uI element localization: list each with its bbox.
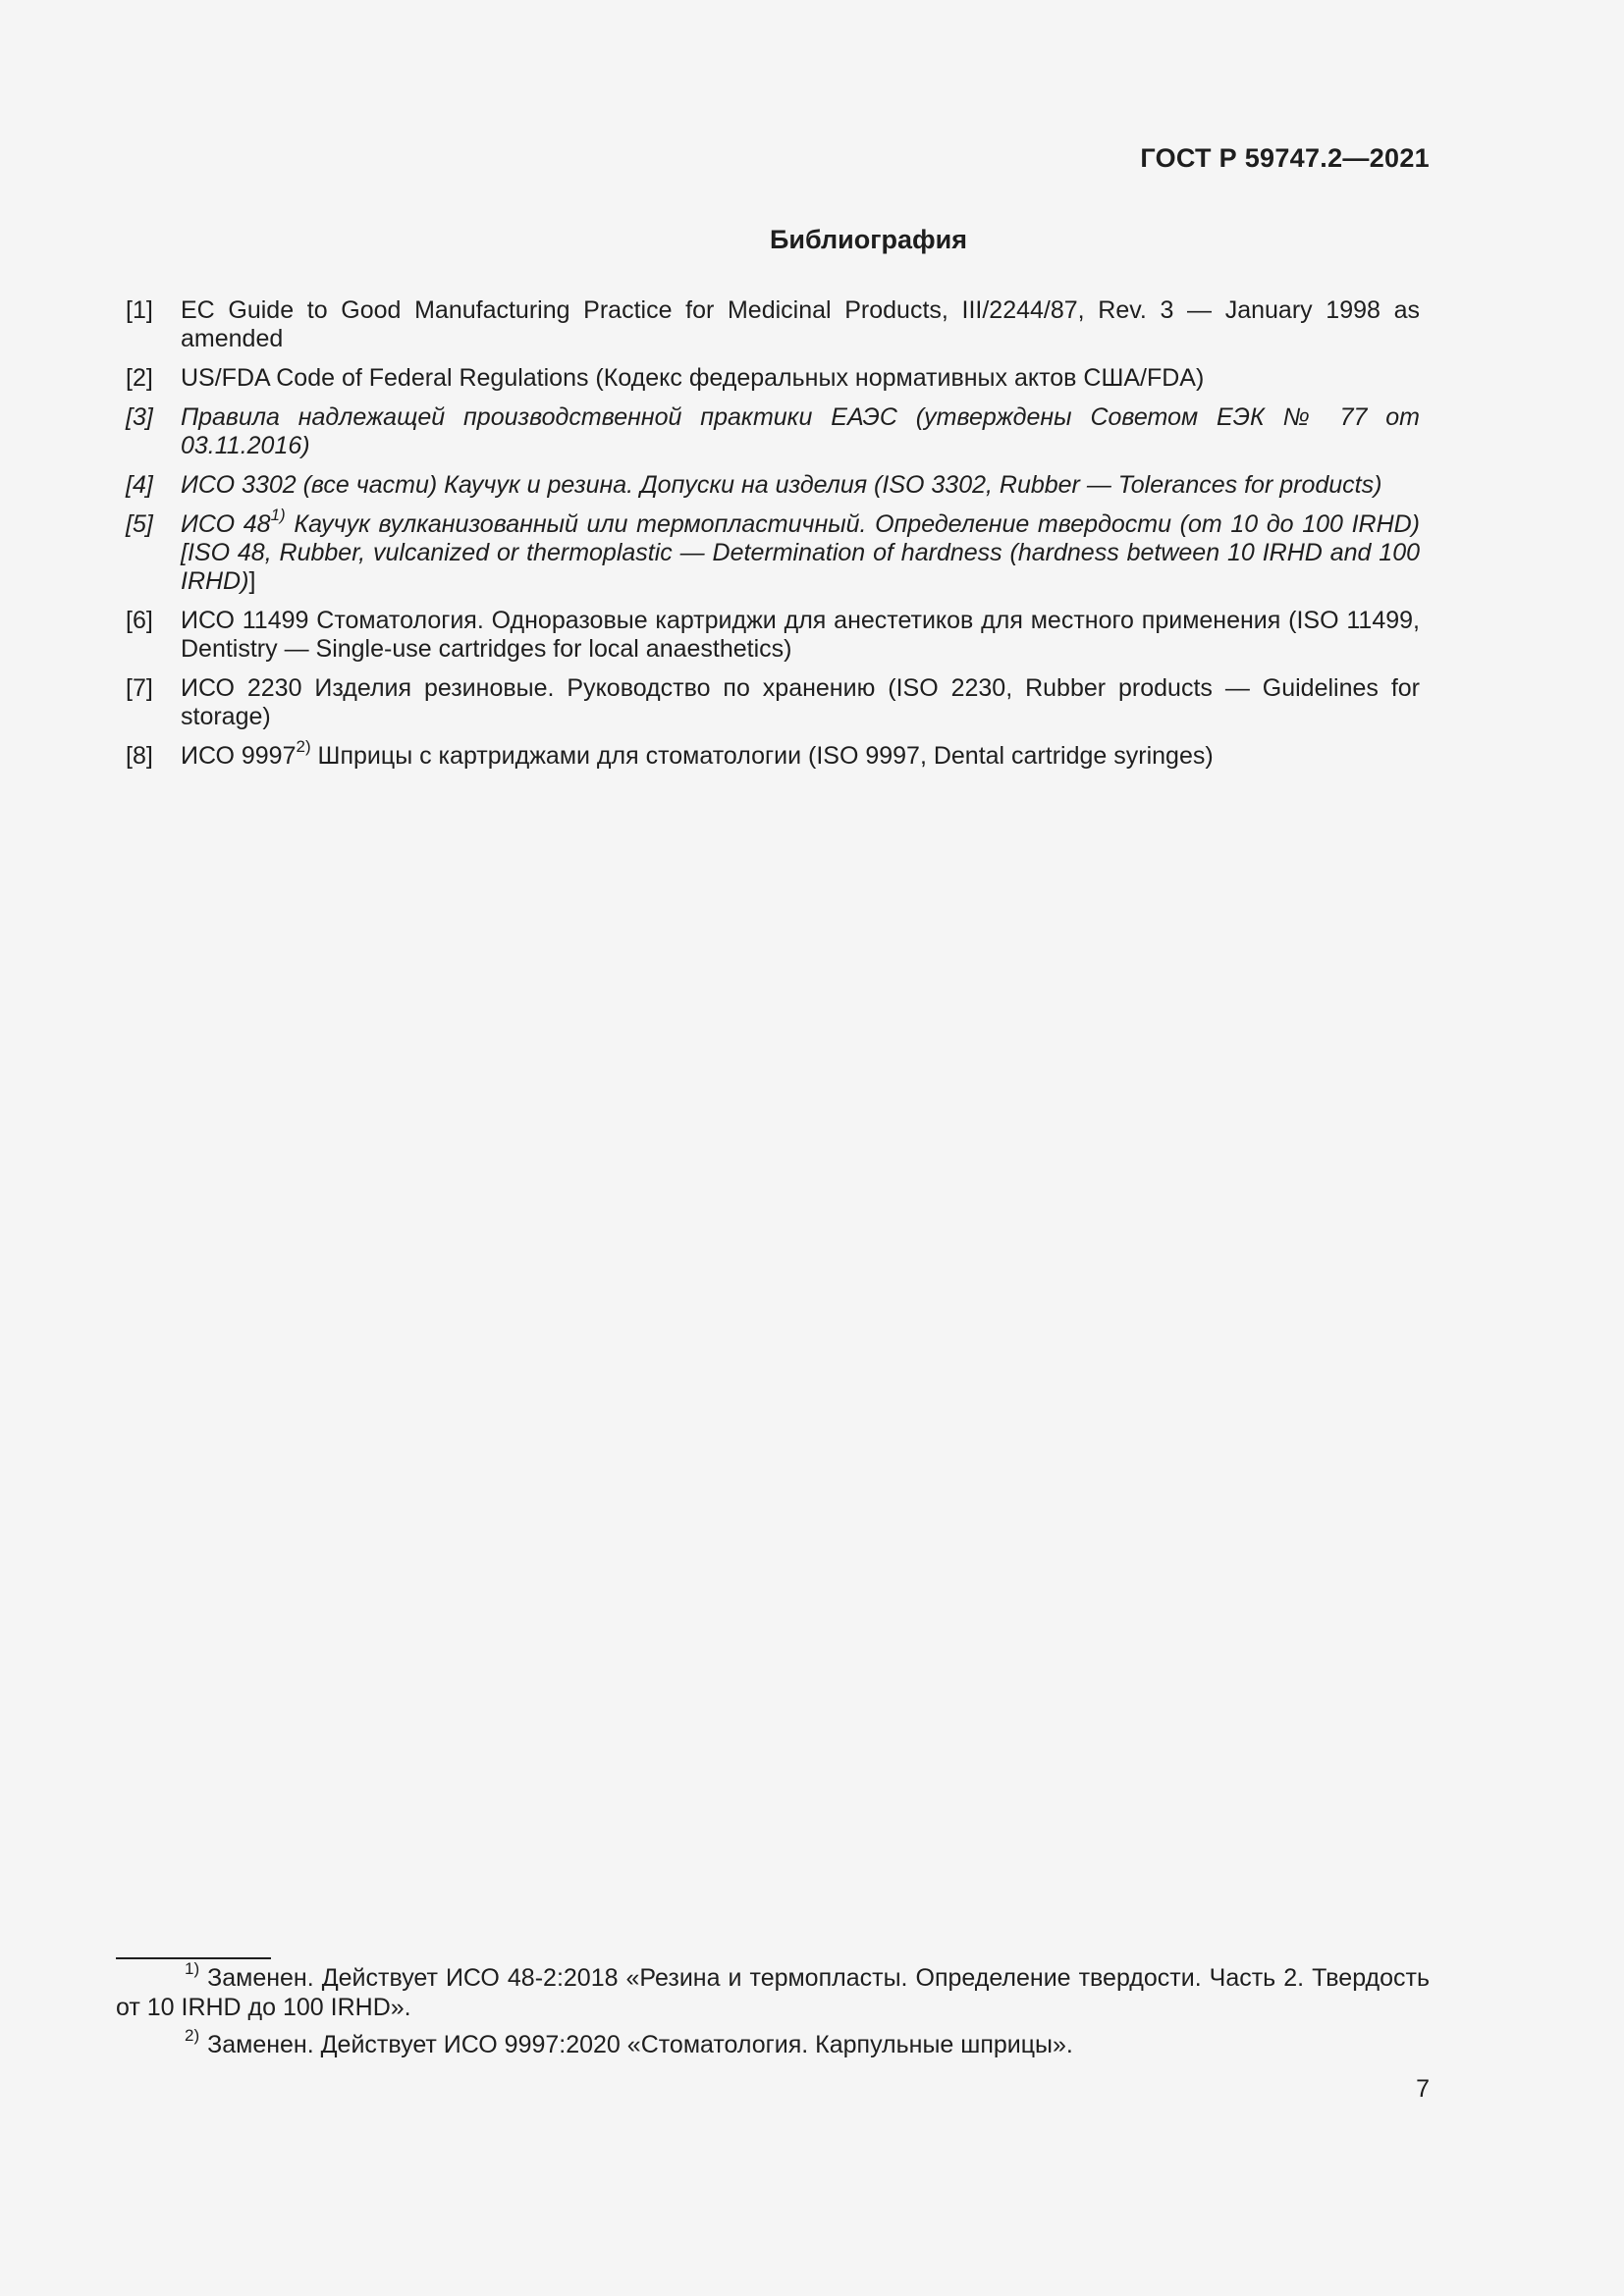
bibliography-item-8 — [126, 736, 1420, 771]
bibliography-item-3 — [126, 403, 1420, 460]
item-text: ИСО 3302 (все части) Каучук и резина. Допуски на изделия (ISO 3302, Rubber — Tolerances for products) — [181, 471, 1382, 499]
bibliography-item-1 — [126, 296, 1420, 353]
item-text: ИСО 9997$^{2)}$ Шприцы с картриджами для стоматологии (ISO 9997, Dental cartridge syringes) — [181, 736, 1214, 770]
item-text: Правила надлежащей производственной практики ЕАЭС (утверждены Советом ЕЭК № 77 от 03.11.2016) — [181, 403, 1420, 459]
item-text: US/FDA Code of Federal Regulations (Кодекс федеральных нормативных актов США/FDA) — [181, 364, 1205, 392]
footnote-text: Заменен. Действует ИСО 48-2:2018 «Резина и термопласты. Определение твердости. Часть 2. Твердость от 10 IRHD до 100 IRHD». — [116, 1964, 1430, 2021]
footnote-mark: 1) — [185, 1958, 200, 1978]
footnote-ref-1: 1) — [270, 505, 286, 524]
bibliography-item-6 — [126, 607, 1420, 664]
item-text: EC Guide to Good Manufacturing Practice for Medicinal Products, III/2244/87, Rev. 3 — January 1998 as amended — [181, 296, 1420, 352]
item-number: [2] — [126, 364, 153, 392]
item-text: ИСО 2230 Изделия резиновые. Руководство по хранению (ISO 2230, Rubber products — Guidelines for storage) — [181, 674, 1420, 730]
footnote-ref-2: 2) — [296, 736, 311, 756]
footnote-1 — [116, 1958, 1430, 2022]
item-number: [4] — [126, 471, 153, 499]
bibliography-item-4 — [126, 471, 1420, 500]
item-number: [3] — [126, 403, 153, 431]
document-code: ГОСТ Р 59747.2—2021 — [1140, 143, 1430, 173]
item-number: [8] — [126, 742, 153, 770]
item-number: [1] — [126, 296, 153, 324]
bibliography-item-5 — [126, 505, 1420, 596]
item-text: ИСО 48$^{1)}$ Каучук вулканизованный или термопластичный. Определение твердости (от 10 до 100 IRHD) [ISO 48, Rubber, vulcanized or thermoplastic — Determination of hardness (hardness between 10 IRHD and 100 IRHD)] — [181, 505, 1420, 595]
footnote-mark: 2) — [185, 2025, 200, 2045]
item-number: [5] — [126, 510, 153, 538]
footnotes — [116, 1958, 1430, 2067]
bibliography-item-7 — [126, 674, 1420, 731]
page-number: 7 — [1416, 2075, 1430, 2103]
item-number: [6] — [126, 607, 153, 634]
footnote-2 — [116, 2025, 1430, 2059]
item-text: ИСО 11499 Стоматология. Одноразовые картриджи для анестетиков для местного применения (ISO 11499, Dentistry — Single-use cartridges for local anaesthetics) — [181, 607, 1420, 663]
bibliography-title: Библиография — [770, 225, 967, 254]
item-number: [7] — [126, 674, 153, 702]
bibliography-list — [126, 296, 1420, 781]
bibliography-item-2 — [126, 364, 1420, 393]
footnote-text: Заменен. Действует ИСО 9997:2020 «Стоматология. Карпульные шприцы». — [207, 2031, 1073, 2058]
